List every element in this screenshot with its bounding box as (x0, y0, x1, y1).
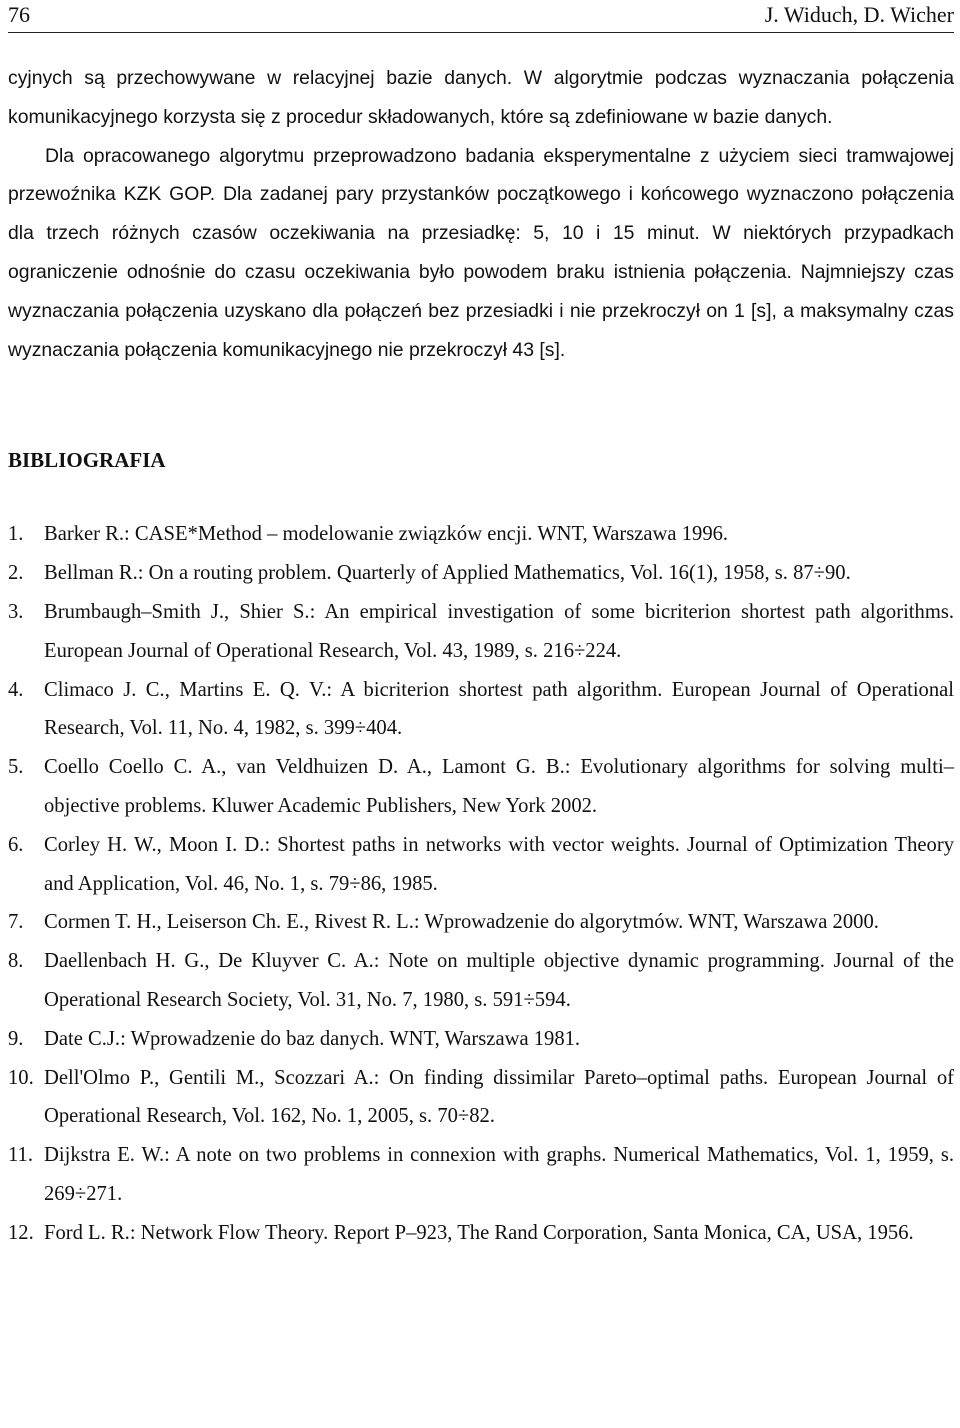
reference-text: Bellman R.: On a routing problem. Quarterly of Applied Mathematics, Vol. 16(1), 1958, s. 87÷90. (44, 562, 851, 585)
bibliography-entry (8, 1214, 954, 1253)
body-text (8, 59, 954, 369)
reference-number: 1. (8, 523, 24, 546)
paragraph: cyjnych są przechowywane w relacyjnej bazie danych. W algorytmie podczas wyznaczania połączenia komunikacyjnego korzysta się z procedur składowanych, które są zdefiniowane w bazie danych. (8, 67, 954, 128)
reference-number: 9. (8, 1027, 24, 1050)
bibliography-list (8, 515, 954, 1252)
reference-number: 8. (8, 950, 24, 973)
bibliography-entry (8, 671, 954, 749)
bibliography-entry (8, 1020, 954, 1059)
reference-number: 3. (8, 600, 24, 623)
bibliography-entry (8, 1136, 954, 1214)
reference-text: Ford L. R.: Network Flow Theory. Report P–923, The Rand Corporation, Santa Monica, CA, USA, 1956. (44, 1221, 914, 1244)
bibliography-entry (8, 903, 954, 942)
bibliography-entry (8, 554, 954, 593)
reference-number: 10. (8, 1066, 34, 1089)
paragraph: Dla opracowanego algorytmu przeprowadzono badania eksperymentalne z użyciem sieci tramwajowej przewoźnika KZK GOP. Dla zadanej pary przystanków początkowego i końcowego wyznaczono połączenia dla trzech różnych czasów oczekiwania na przesiadkę: 5, 10 i 15 minut. W niektórych przypadkach ograniczenie odnośnie do czasu oczekiwania było powodem braku istnienia połączenia. Najmniejszy czas wyznaczania połączenia uzyskano dla połączeń bez przesiadki i nie przekroczył on 1 [s], a maksymalny czas wyznaczania połączenia komunikacyjnego nie przekroczył 43 [s]. (8, 144, 954, 361)
bibliography-entry (8, 826, 954, 904)
reference-number: 6. (8, 833, 24, 856)
reference-text: Brumbaugh–Smith J., Shier S.: An empirical investigation of some bicriterion shortest path algorithms. European Journal of Operational Research, Vol. 43, 1989, s. 216÷224. (44, 600, 954, 662)
reference-text: Daellenbach H. G., De Kluyver C. A.: Note on multiple objective dynamic programming. Journal of the Operational Research Society, Vol. 31, No. 7, 1980, s. 591÷594. (44, 950, 954, 1011)
bibliography-entry (8, 942, 954, 1020)
bibliography-entry (8, 1059, 954, 1137)
bibliography-entry (8, 748, 954, 826)
reference-text: Coello Coello C. A., van Veldhuizen D. A., Lamont G. B.: Evolutionary algorithms for solving multi–objective problems. Kluwer Academic Publishers, New York 2002. (44, 756, 954, 817)
reference-number: 7. (8, 911, 24, 934)
bibliography-entry (8, 593, 954, 671)
document-page (8, 0, 954, 1253)
reference-text: Climaco J. C., Martins E. Q. V.: A bicriterion shortest path algorithm. European Journal of Operational Research, Vol. 11, No. 4, 1982, s. 399÷404. (44, 678, 954, 740)
reference-number: 4. (8, 678, 24, 701)
bibliography-heading: BIBLIOGRAFIA (8, 448, 166, 473)
page-number: 76 (8, 2, 30, 27)
reference-text: Corley H. W., Moon I. D.: Shortest paths in networks with vector weights. Journal of Optimization Theory and Application, Vol. 46, No. 1, s. 79÷86, 1985. (44, 833, 954, 895)
bibliography-entry (8, 515, 954, 554)
reference-number: 5. (8, 756, 24, 779)
reference-text: Cormen T. H., Leiserson Ch. E., Rivest R. L.: Wprowadzenie do algorytmów. WNT, Warszawa 2000. (44, 911, 879, 934)
reference-text: Dijkstra E. W.: A note on two problems in connexion with graphs. Numerical Mathematics, Vol. 1, 1959, s. 269÷271. (44, 1144, 954, 1205)
reference-text: Dell'Olmo P., Gentili M., Scozzari A.: On finding dissimilar Pareto–optimal paths. European Journal of Operational Research, Vol. 162, No. 1, 2005, s. 70÷82. (44, 1066, 954, 1128)
reference-number: 11. (8, 1144, 33, 1167)
reference-number: 2. (8, 562, 24, 585)
reference-number: 12. (8, 1221, 34, 1244)
reference-text: Barker R.: CASE*Method – modelowanie związków encji. WNT, Warszawa 1996. (44, 523, 729, 546)
reference-text: Date C.J.: Wprowadzenie do baz danych. WNT, Warszawa 1981. (44, 1027, 581, 1050)
running-header (8, 0, 954, 33)
running-header-authors: J. Widuch, D. Wicher (764, 2, 954, 27)
